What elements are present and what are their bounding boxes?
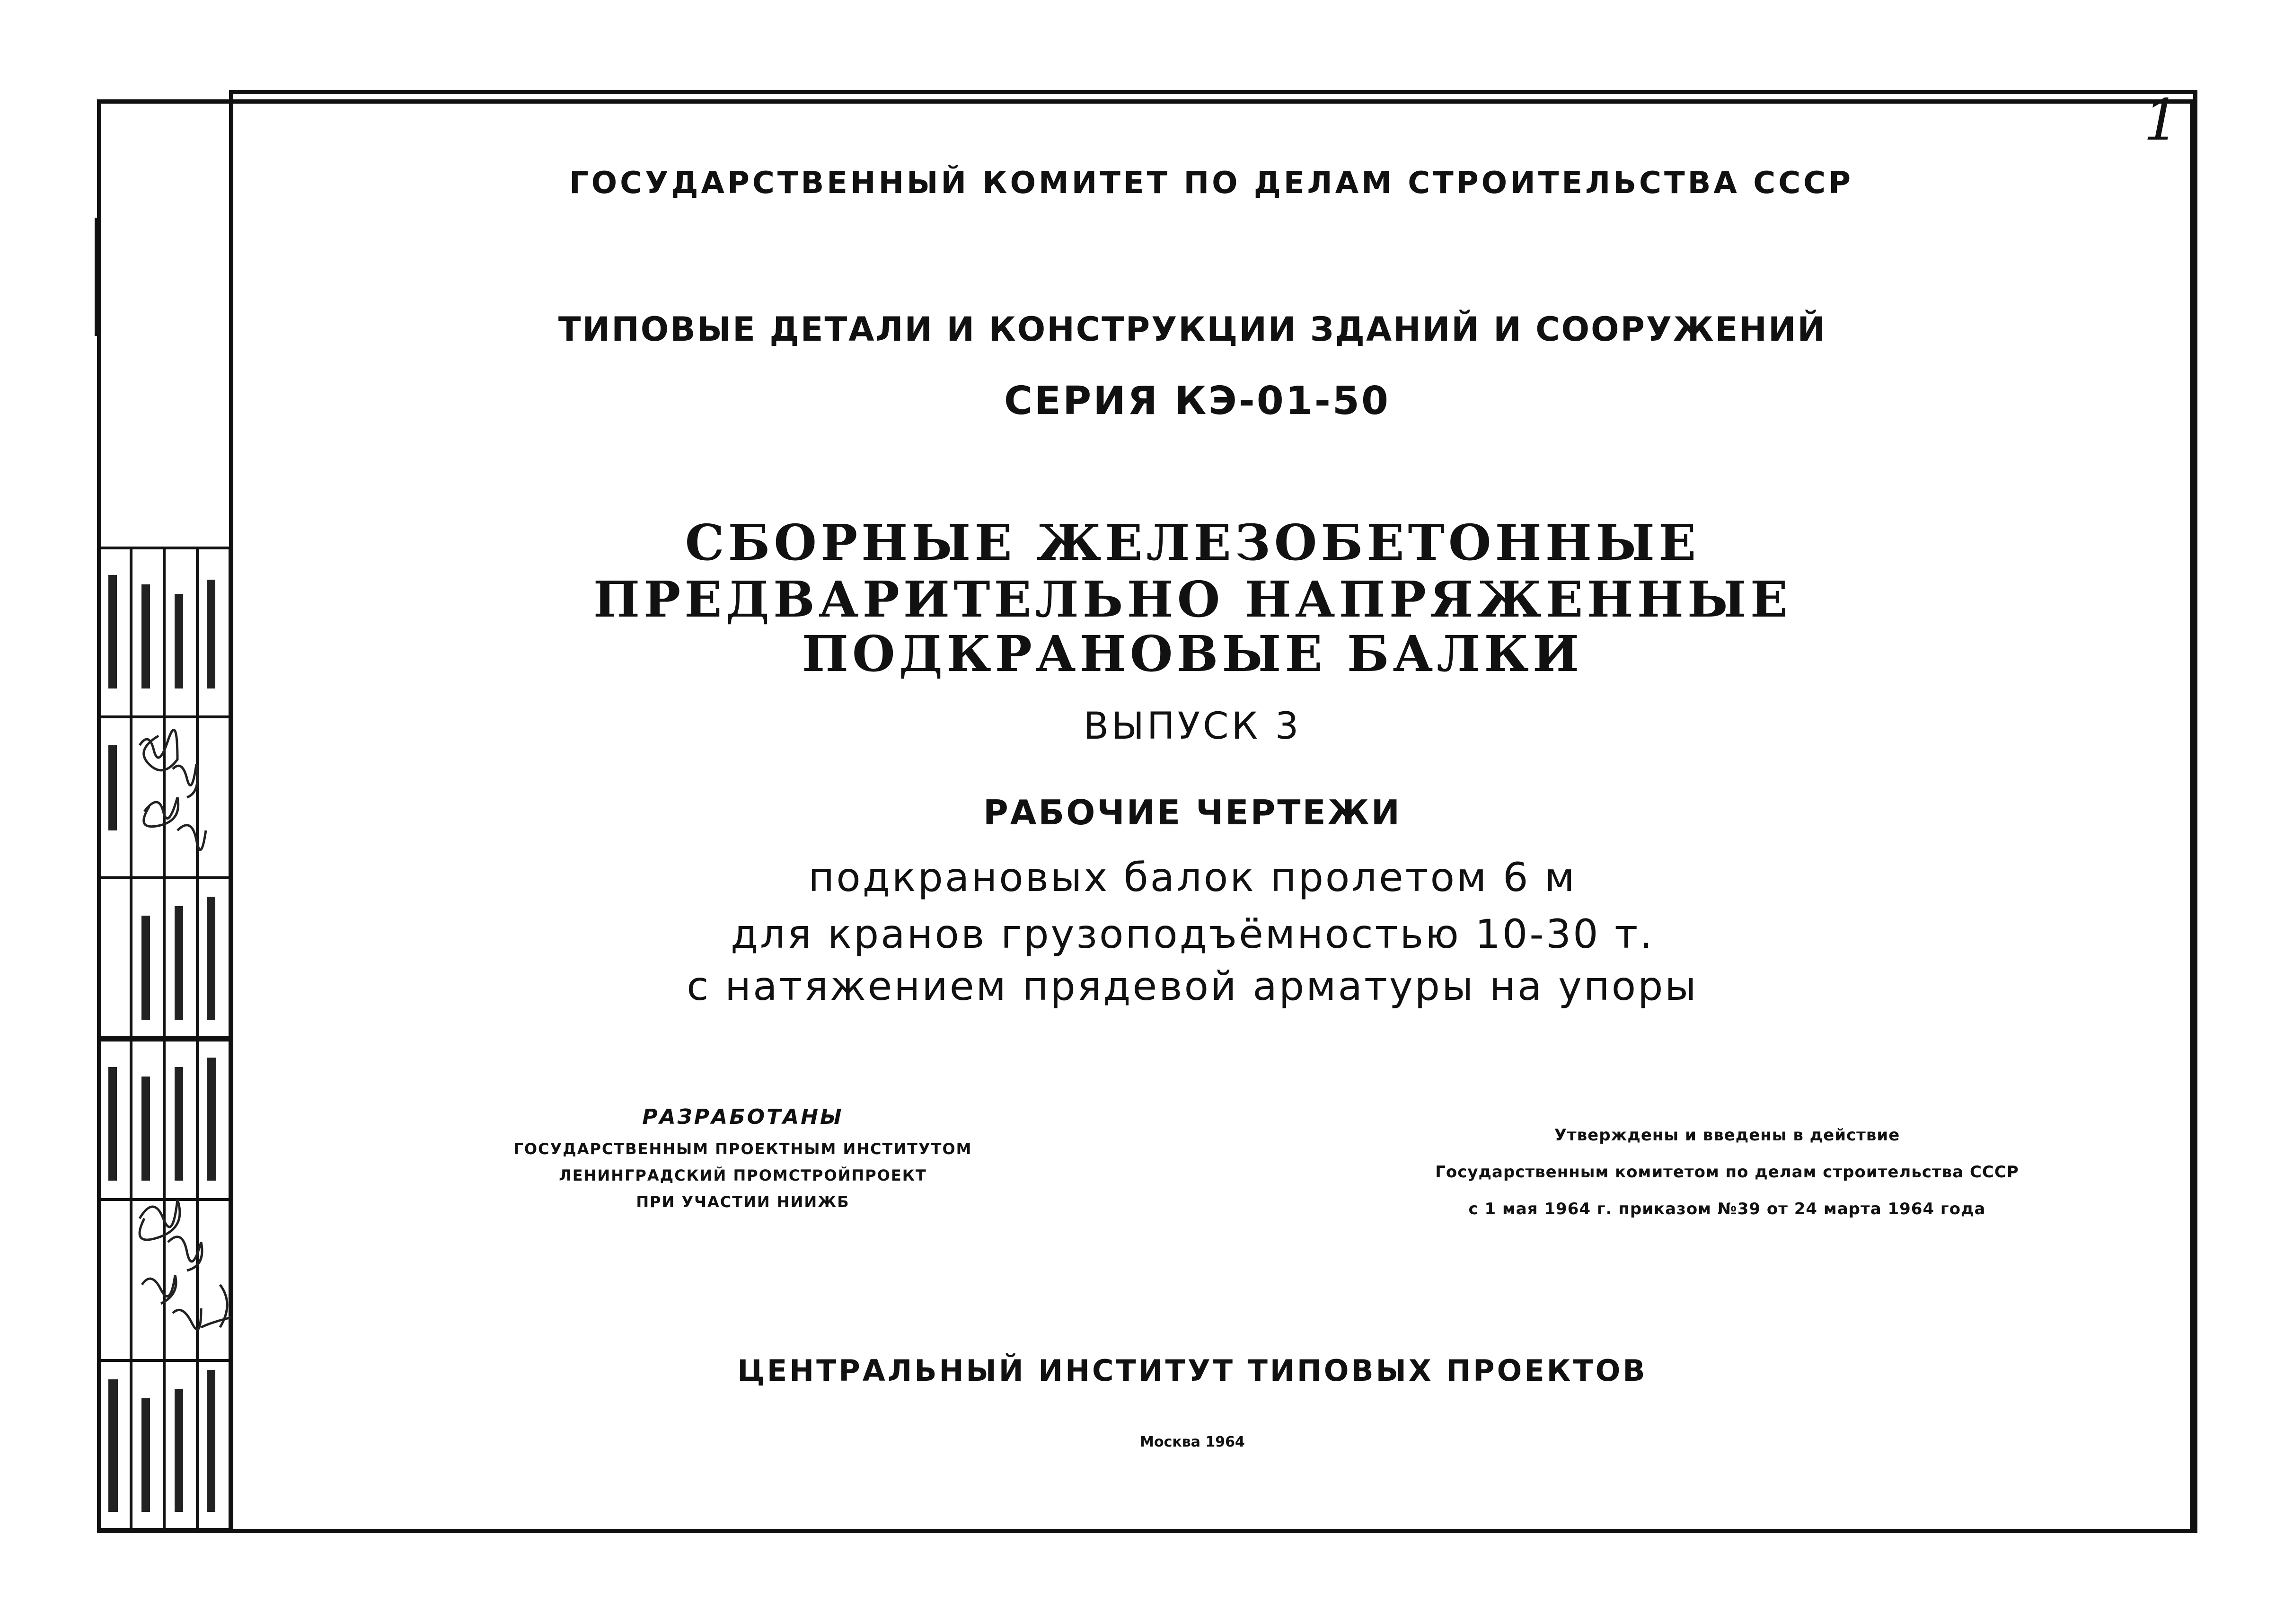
stamp-text-mark [141,1077,150,1181]
developed-by-line-2: ЛЕНИНГРАДСКИЙ ПРОМСТРОЙПРОЕКТ [559,1166,927,1184]
stamp-text-mark [108,1067,117,1181]
typical-parts-heading: ТИПОВЫЕ ДЕТАЛИ И КОНСТРУКЦИИ ЗДАНИЙ И СООРУЖЕНИЙ [558,310,1827,349]
signature-stamp-block [97,547,231,1531]
stamp-grid [97,547,231,1531]
stamp-text-mark [175,1389,183,1512]
approval-line-2: Государственным комитетом по делам строительства СССР [1435,1163,2019,1182]
signature-scribbles [140,730,231,1330]
stamp-text-mark [207,1058,216,1181]
signature-scribble [201,1317,231,1328]
stamp-text-mark [141,584,150,688]
stamp-text-mark [207,897,215,1020]
signature-scribble [173,764,198,797]
stamp-text-mark [175,594,183,688]
description-line-1: подкрановых балок пролетом 6 м [808,854,1577,900]
committee-header: ГОСУДАРСТВЕННЫЙ КОМИТЕТ ПО ДЕЛАМ СТРОИТЕЛЬСТВА СССР [569,166,1854,201]
signature-scribble [140,1200,180,1240]
stamp-text-mark [175,906,183,1020]
working-drawings-label: РАБОЧИЕ ЧЕРТЕЖИ [983,793,1402,832]
binding-mark [95,218,102,336]
approval-line-3: с 1 мая 1964 г. приказом №39 от 24 марта 1964 года [1468,1200,1986,1218]
approval-line-1: Утверждены и введены в действие [1554,1126,1900,1145]
sheet-number: 1 [2143,88,2180,153]
stamp-text-mark [207,580,215,688]
city-year: Москва 1964 [1140,1434,1245,1450]
stamp-text-mark [175,1067,183,1181]
developed-by-block [478,1105,1008,1215]
developed-by-title: РАЗРАБОТАНЫ [642,1105,844,1129]
signature-scribble [144,797,178,827]
main-title-line-2: ПРЕДВАРИТЕЛЬНО НАПРЯЖЕННЫЕ [593,570,1792,628]
stamp-text-mark [108,745,117,830]
stamp-text-mark [207,1370,215,1512]
description-line-3: с натяжением прядевой арматуры на упоры [687,963,1698,1009]
signature-scribble [177,825,206,850]
signature-scribble [140,730,177,770]
institute-name: ЦЕНТРАЛЬНЫЙ ИНСТИТУТ ТИПОВЫХ ПРОЕКТОВ [737,1353,1648,1388]
developed-by-line-1: ГОСУДАРСТВЕННЫМ ПРОЕКТНЫМ ИНСТИТУТОМ [513,1140,972,1158]
stamp-text-mark [108,1379,118,1512]
stamp-text-mark [141,1398,150,1512]
stamp-text-mark [108,575,117,688]
main-title-line-1: СБОРНЫЕ ЖЕЛЕЗОБЕТОННЫЕ [685,513,1700,572]
approval-block [1363,1117,2091,1227]
main-title-line-3: ПОДКРАНОВЫЕ БАЛКИ [802,625,1583,683]
issue-label: ВЫПУСК 3 [1083,705,1302,748]
developed-by-line-3: ПРИ УЧАСТИИ НИИЖБ [636,1193,850,1211]
description-line-2: для кранов грузоподъёмностью 10-30 т. [731,911,1654,957]
series-label: СЕРИЯ КЭ-01-50 [1004,379,1391,424]
signature-scribble [142,1275,176,1304]
stamp-text-mark [141,916,150,1020]
